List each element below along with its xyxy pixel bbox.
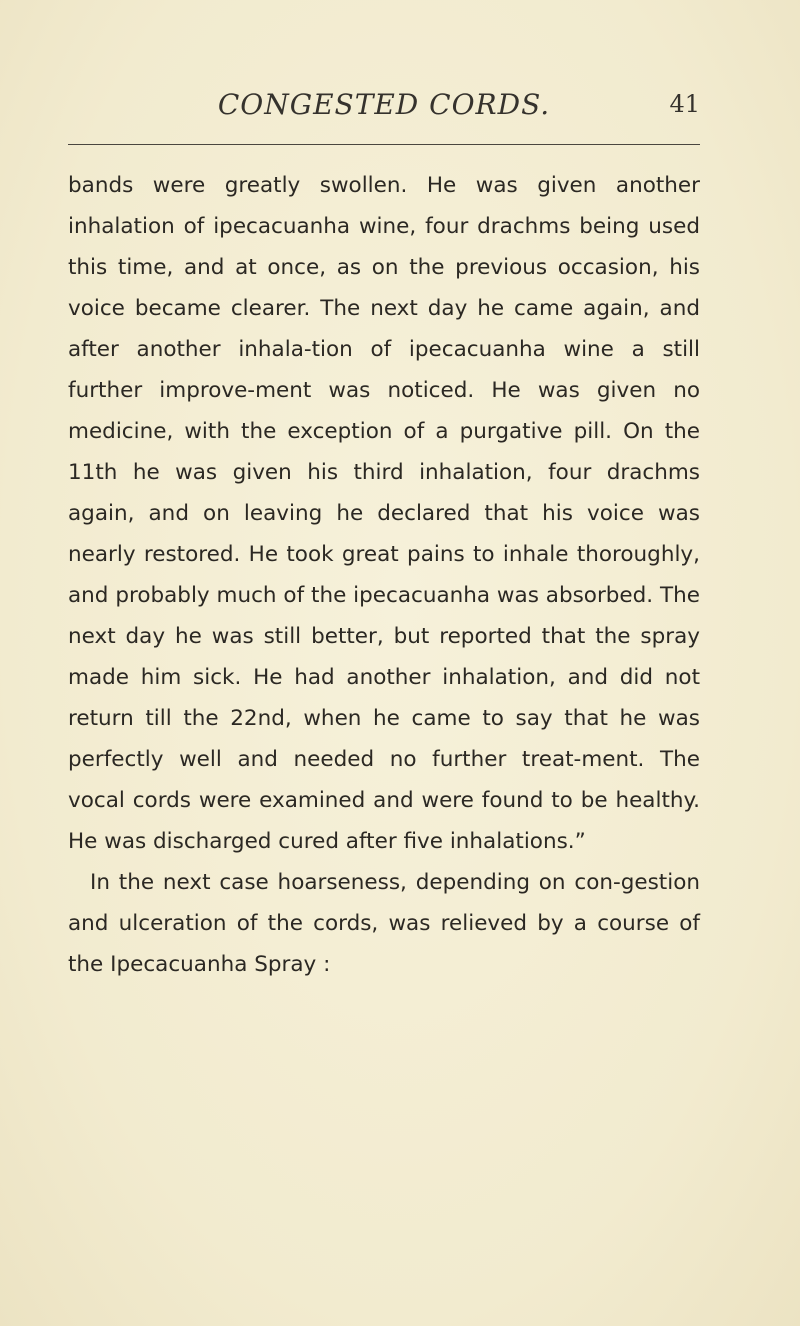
- running-title: CONGESTED CORDS.: [217, 88, 551, 121]
- running-head: [68, 88, 700, 128]
- paragraph-continued: bands were greatly swollen. He was given another inhalation of ipecacuanha wine, four drachms being used this time, and at once, as on the previous occasion, his voice became clearer. The next day he came again, and after another inhala-tion of ipecacuanha wine a still further improve-ment was noticed. He was given no medicine, with the exception of a purgative pill. On the 11th he was given his third inhalation, four drachms again, and on leaving he declared that his voice was nearly restored. He took great pains to inhale thoroughly, and probably much of the ipecacuanha was absorbed. The next day he was still better, but reported that the spray made him sick. He had another inhalation, and did not return till the 22nd, when he came to say that he was perfectly well and needed no further treat-ment. The vocal cords were examined and were found to be healthy. He was discharged cured after five inhalations.”: [68, 173, 700, 854]
- body-text: [68, 165, 700, 985]
- paragraph-next-case: In the next case hoarseness, depending on con-gestion and ulceration of the cords, was relieved by a course of the Ipecacuanha Spray :: [68, 870, 700, 977]
- page-number: 41: [669, 90, 700, 118]
- header-rule: [68, 144, 700, 145]
